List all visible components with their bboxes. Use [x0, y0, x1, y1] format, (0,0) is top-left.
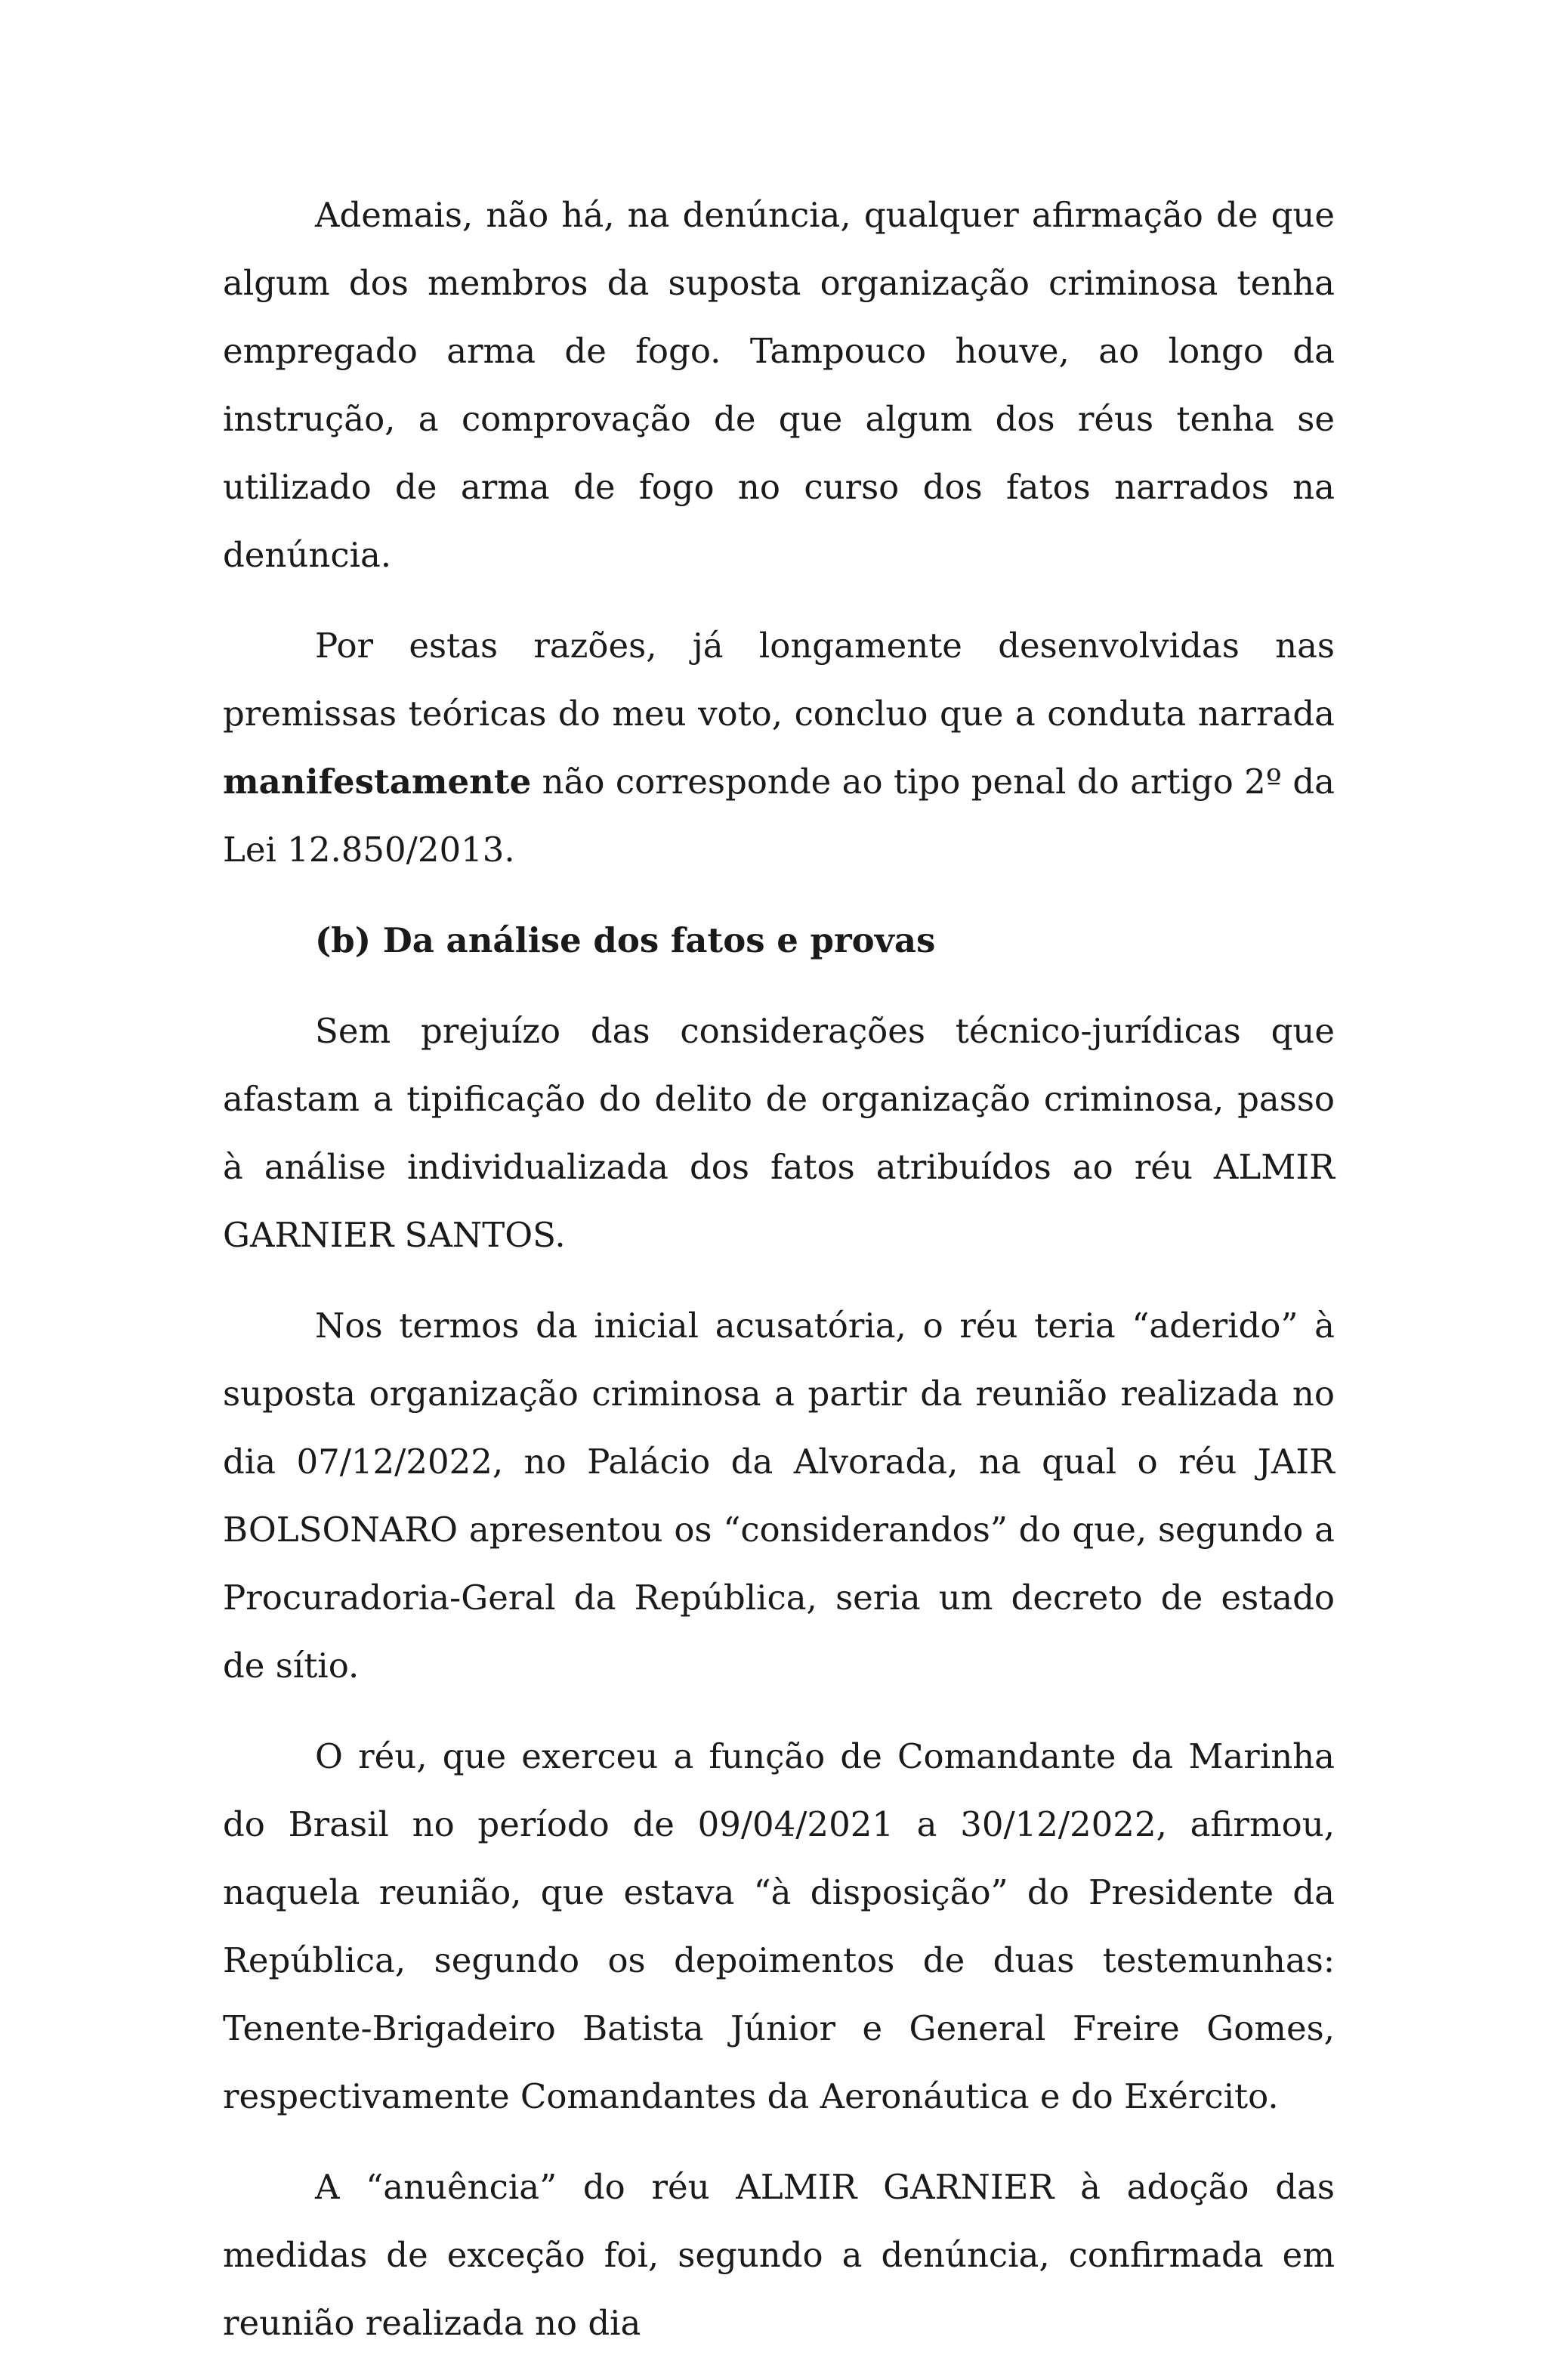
paragraph-accusation: Nos termos da inicial acusatória, o réu teria “aderido” à suposta organização criminosa a partir da reunião realizada no dia 07/12/2022, no Palácio da Alvorada, na qual o réu JAIR BOLSONARO apresentou os “considerandos” do que, segundo a Procuradoria-Geral da República, seria um decreto de estado de sítio.	[223, 1306, 1335, 1686]
paragraph-conclusion	[223, 612, 1335, 884]
paragraph-individual-analysis: Sem prejuízo das considerações técnico-jurídicas que afastam a tipificação do delito de organização criminosa, passo à análise individualizada dos fatos atribuídos ao réu ALMIR GARNIER SANTOS.	[223, 1011, 1335, 1255]
paragraph-conclusion-start: Por estas razões, já longamente desenvolvidas nas premissas teóricas do meu voto, concluo que a conduta narrada	[223, 626, 1335, 734]
paragraph-conclusion-end: não corresponde ao tipo penal do artigo 2º da Lei 12.850/2013.	[223, 762, 1335, 870]
paragraph-firearm: Ademais, não há, na denúncia, qualquer afirmação de que algum dos membros da suposta organização criminosa tenha empregado arma de fogo. Tampouco houve, ao longo da instrução, a comprovação de que algum dos réus tenha se utilizado de arma de fogo no curso dos fatos narrados na denúncia.	[223, 195, 1335, 575]
paragraph-consent: A “anuência” do réu ALMIR GARNIER à adoção das medidas de exceção foi, segundo a denúncia, confirmada em reunião realizada no dia	[223, 2167, 1335, 2343]
paragraph-conclusion-emphasis: manifestamente	[223, 762, 532, 802]
section-heading: (b) Da análise dos fatos e provas	[315, 920, 936, 960]
paragraph-navy-commander: O réu, que exerceu a função de Comandante da Marinha do Brasil no período de 09/04/2021 a 30/12/2022, afirmou, naquela reunião, que estava “à disposição” do Presidente da República, segundo os depoimentos de duas testemunhas: Tenente-Brigadeiro Batista Júnior e General Freire Gomes, respectivamente Comandantes da Aeronáutica e do Exército.	[223, 1736, 1335, 2116]
document-body	[223, 181, 1335, 2380]
